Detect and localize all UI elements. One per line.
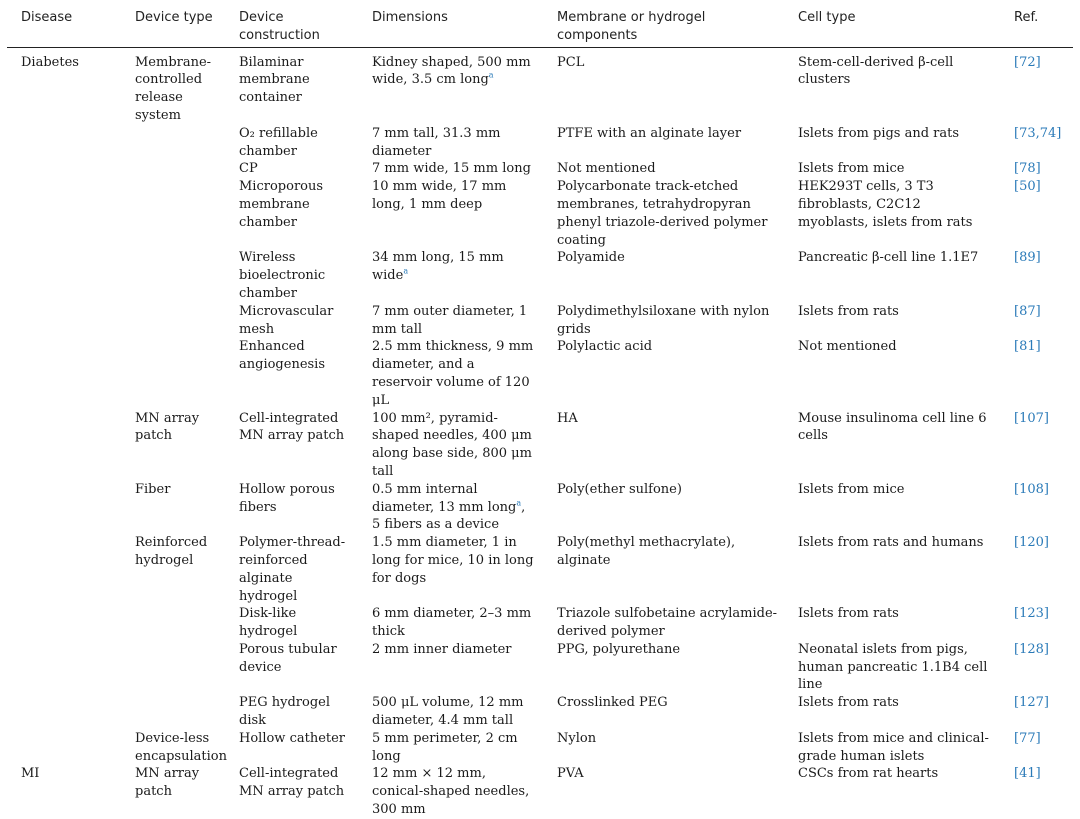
cell-dimensions bbox=[358, 765, 543, 818]
table-row bbox=[7, 694, 1073, 730]
cell-device-type bbox=[121, 125, 225, 161]
cell-construction: CP bbox=[239, 161, 258, 177]
cell-construction: Microporous membrane chamber bbox=[239, 179, 324, 230]
cell-construction: Bilaminar membrane container bbox=[239, 54, 310, 106]
cell-cell-type: HEK293T cells, 3 T3 fibroblasts, C2C12 myoblasts, islets from rats bbox=[798, 179, 973, 230]
cell-cell-type: Islets from rats bbox=[798, 606, 899, 622]
header-device-construction: Device construction bbox=[239, 10, 320, 43]
cell-ref-link[interactable]: [87] bbox=[1014, 303, 1041, 319]
cell-disease: MI bbox=[21, 766, 40, 782]
dimensions-text: 500 μL volume, 12 mm diameter, 4.4 mm tall bbox=[372, 695, 524, 729]
cell-dimensions bbox=[358, 410, 543, 481]
cell-cell-type: Pancreatic β-cell line 1.1E7 bbox=[798, 250, 979, 266]
cell-components: HA bbox=[557, 410, 578, 426]
cell-components: Not mentioned bbox=[557, 161, 656, 177]
cell-device-type bbox=[121, 178, 225, 249]
cell-ref-link[interactable]: [77] bbox=[1014, 730, 1041, 746]
cell-device-type bbox=[121, 249, 225, 302]
cell-components: Crosslinked PEG bbox=[557, 695, 668, 711]
table-row bbox=[7, 481, 1073, 534]
cell-cell-type: Islets from rats bbox=[798, 695, 899, 711]
cell-components: PCL bbox=[557, 54, 585, 70]
cell-dimensions bbox=[358, 303, 543, 339]
cell-dimensions bbox=[358, 730, 543, 766]
cell-ref-link[interactable]: [127] bbox=[1014, 695, 1049, 711]
cell-disease bbox=[7, 641, 121, 694]
cell-components: Polydimethylsiloxane with nylon grids bbox=[557, 303, 770, 337]
cell-components: Triazole sulfobetaine acrylamide-derived polymer bbox=[557, 606, 778, 640]
header-cell-type: Cell type bbox=[798, 10, 856, 25]
cell-device-type bbox=[121, 694, 225, 730]
cell-construction: Hollow catheter bbox=[239, 730, 346, 746]
table-row bbox=[7, 410, 1073, 481]
header-disease: Disease bbox=[21, 10, 73, 25]
dimensions-text-tail: , 5 fibers as a device bbox=[372, 499, 526, 533]
cell-disease bbox=[7, 730, 121, 766]
cell-device-type bbox=[121, 338, 225, 409]
dimensions-text: 7 mm tall, 31.3 mm diameter bbox=[372, 125, 501, 159]
cell-cell-type: Islets from rats and humans bbox=[798, 535, 984, 551]
cell-components: Nylon bbox=[557, 730, 597, 746]
dimensions-text: 100 mm², pyramid-shaped needles, 400 μm along base side, 800 μm tall bbox=[372, 410, 532, 479]
cell-components: Poly(methyl methacrylate), alginate bbox=[557, 535, 736, 568]
cell-ref-link[interactable]: [72] bbox=[1014, 54, 1041, 70]
cell-device-type: Reinforced hydrogel bbox=[135, 535, 208, 568]
cell-construction: Cell-integrated MN array patch bbox=[239, 766, 345, 800]
table-row bbox=[7, 605, 1073, 641]
table-row bbox=[7, 249, 1073, 302]
footnote-marker[interactable]: a bbox=[403, 266, 409, 276]
table-row bbox=[7, 730, 1073, 766]
cell-construction: Disk-like hydrogel bbox=[239, 606, 298, 640]
cell-construction: Wireless bioelectronic chamber bbox=[239, 250, 326, 301]
cell-dimensions bbox=[358, 249, 543, 302]
cell-disease bbox=[7, 605, 121, 641]
table-row bbox=[7, 47, 1073, 125]
cell-ref-link[interactable]: [107] bbox=[1014, 410, 1049, 426]
cell-construction: Porous tubular device bbox=[239, 641, 337, 675]
table-row bbox=[7, 160, 1073, 178]
dimensions-text: 7 mm wide, 15 mm long bbox=[372, 161, 531, 177]
cell-components: PPG, polyurethane bbox=[557, 641, 681, 657]
cell-construction: Microvascular mesh bbox=[239, 303, 334, 337]
cell-ref-link[interactable]: [73,74] bbox=[1014, 125, 1062, 141]
cell-dimensions bbox=[358, 125, 543, 161]
cell-dimensions bbox=[358, 694, 543, 730]
cell-ref-link[interactable]: [50] bbox=[1014, 179, 1041, 195]
dimensions-text: 0.5 mm internal diameter, 13 mm long bbox=[372, 481, 517, 515]
cell-disease bbox=[7, 160, 121, 178]
cell-ref-link[interactable]: [41] bbox=[1014, 766, 1041, 782]
dimensions-text: 2.5 mm thickness, 9 mm diameter, and a reservoir volume of 120 μL bbox=[372, 339, 534, 408]
cell-construction: PEG hydrogel disk bbox=[239, 695, 331, 729]
cell-construction: Hollow porous fibers bbox=[239, 481, 335, 515]
cell-construction: O₂ refillable chamber bbox=[239, 125, 318, 159]
cell-cell-type: Not mentioned bbox=[798, 339, 897, 355]
cell-device-type bbox=[121, 605, 225, 641]
cell-ref-link[interactable]: [108] bbox=[1014, 481, 1049, 497]
cell-cell-type: Mouse insulinoma cell line 6 cells bbox=[798, 410, 987, 444]
table-row bbox=[7, 534, 1073, 605]
cell-cell-type: Islets from pigs and rats bbox=[798, 125, 960, 141]
cell-disease bbox=[7, 694, 121, 730]
dimensions-text: 2 mm inner diameter bbox=[372, 641, 512, 657]
cell-cell-type: Islets from mice and clinical-grade human islets bbox=[798, 730, 989, 764]
cell-cell-type: CSCs from rat hearts bbox=[798, 766, 939, 782]
cell-cell-type: Islets from mice bbox=[798, 161, 905, 177]
cell-dimensions bbox=[358, 47, 543, 125]
dimensions-text: 1.5 mm diameter, 1 in long for mice, 10 in long for dogs bbox=[372, 535, 534, 586]
cell-ref-link[interactable]: [78] bbox=[1014, 161, 1041, 177]
header-dimensions: Dimensions bbox=[372, 10, 448, 25]
dimensions-text: 6 mm diameter, 2–3 mm thick bbox=[372, 606, 532, 640]
dimensions-text: 12 mm × 12 mm, conical-shaped needles, 300 mm bbox=[372, 766, 530, 818]
cell-dimensions bbox=[358, 338, 543, 409]
dimensions-text: 34 mm long, 15 mm wide bbox=[372, 250, 504, 284]
dimensions-text: 7 mm outer diameter, 1 mm tall bbox=[372, 303, 528, 337]
table-row bbox=[7, 178, 1073, 249]
header-components: Membrane or hydrogel components bbox=[557, 10, 706, 43]
cell-disease bbox=[7, 303, 121, 339]
cell-dimensions bbox=[358, 160, 543, 178]
cell-ref-link[interactable]: [123] bbox=[1014, 606, 1049, 622]
cell-device-type: Fiber bbox=[135, 481, 171, 497]
table-row bbox=[7, 765, 1073, 818]
table-body bbox=[7, 47, 1073, 819]
cell-disease bbox=[7, 125, 121, 161]
cell-ref-link[interactable]: [89] bbox=[1014, 250, 1041, 266]
cell-dimensions bbox=[358, 534, 543, 605]
device-table bbox=[7, 0, 1073, 819]
cell-dimensions bbox=[358, 481, 543, 534]
cell-construction: Polymer-thread-reinforced alginate hydrogel bbox=[239, 535, 346, 604]
table-container bbox=[7, 0, 1073, 819]
footnote-marker[interactable]: a bbox=[516, 498, 522, 508]
table-row bbox=[7, 125, 1073, 161]
cell-dimensions bbox=[358, 605, 543, 641]
header-ref: Ref. bbox=[1014, 10, 1039, 25]
cell-disease bbox=[7, 338, 121, 409]
footnote-marker[interactable]: a bbox=[488, 71, 494, 81]
cell-device-type: MN array patch bbox=[135, 410, 200, 444]
cell-disease bbox=[7, 481, 121, 534]
cell-ref-link[interactable]: [128] bbox=[1014, 641, 1049, 657]
cell-cell-type: Stem-cell-derived β-cell clusters bbox=[798, 54, 954, 88]
dimensions-text: 5 mm perimeter, 2 cm long bbox=[372, 730, 518, 764]
cell-disease bbox=[7, 249, 121, 302]
cell-disease bbox=[7, 410, 121, 481]
cell-cell-type: Islets from mice bbox=[798, 481, 905, 497]
cell-cell-type: Islets from rats bbox=[798, 303, 899, 319]
cell-ref-link[interactable]: [81] bbox=[1014, 339, 1041, 355]
table-row bbox=[7, 641, 1073, 694]
cell-components: Polyamide bbox=[557, 250, 625, 266]
table-header bbox=[7, 0, 1073, 47]
cell-device-type bbox=[121, 641, 225, 694]
cell-device-type bbox=[121, 160, 225, 178]
cell-disease: Diabetes bbox=[21, 54, 79, 70]
cell-components: Polylactic acid bbox=[557, 339, 653, 355]
table-row bbox=[7, 303, 1073, 339]
cell-device-type: Device-less encapsulation bbox=[135, 730, 227, 764]
cell-components: Polycarbonate track-etched membranes, tetrahydropyran phenyl triazole-derived polymer coating bbox=[557, 179, 768, 248]
cell-components: Poly(ether sulfone) bbox=[557, 481, 682, 497]
dimensions-text: 10 mm wide, 17 mm long, 1 mm deep bbox=[372, 179, 507, 212]
cell-disease bbox=[7, 178, 121, 249]
cell-construction: Cell-integrated MN array patch bbox=[239, 410, 345, 444]
cell-dimensions bbox=[358, 178, 543, 249]
header-device-type: Device type bbox=[135, 10, 213, 25]
cell-components: PTFE with an alginate layer bbox=[557, 125, 742, 141]
cell-device-type: Membrane-controlled release system bbox=[135, 54, 212, 123]
cell-components: PVA bbox=[557, 766, 584, 782]
table-row bbox=[7, 338, 1073, 409]
dimensions-text: Kidney shaped, 500 mm wide, 3.5 cm long bbox=[372, 54, 531, 88]
cell-ref-link[interactable]: [120] bbox=[1014, 535, 1049, 551]
cell-dimensions bbox=[358, 641, 543, 694]
cell-construction: Enhanced angiogenesis bbox=[239, 339, 326, 373]
cell-disease bbox=[7, 534, 121, 605]
cell-device-type bbox=[121, 303, 225, 339]
cell-device-type: MN array patch bbox=[135, 766, 200, 800]
cell-cell-type: Neonatal islets from pigs, human pancreatic 1.1B4 cell line bbox=[798, 641, 988, 693]
